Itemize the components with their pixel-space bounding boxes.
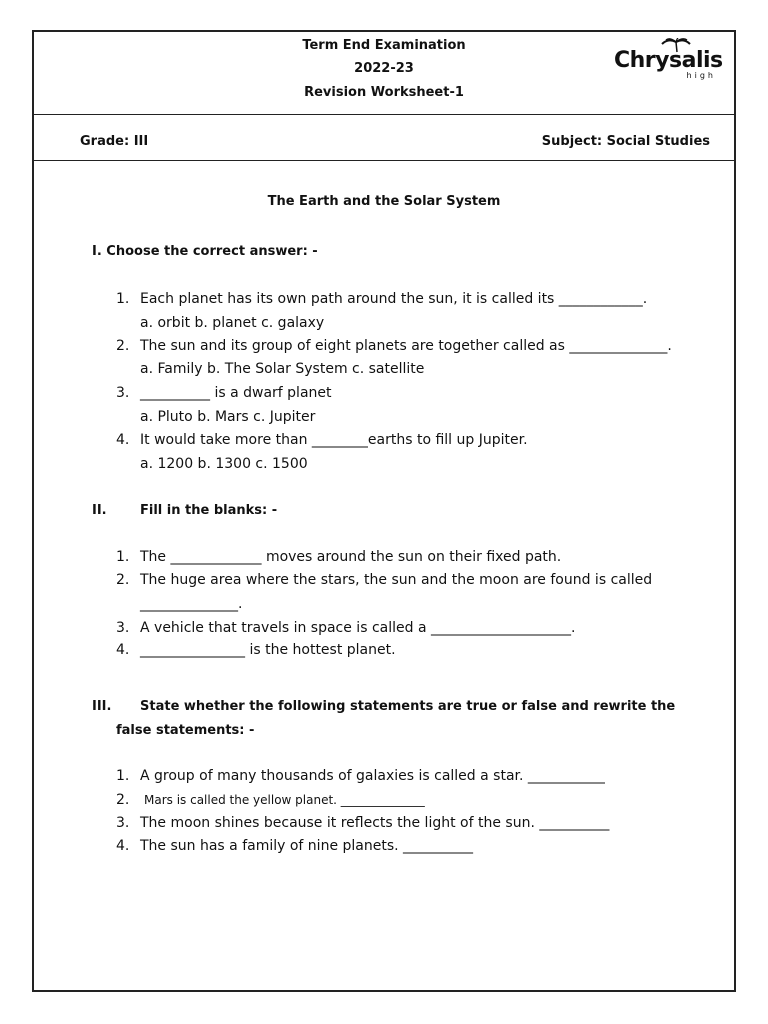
question-text: The moon shines because it reflects the light of the sun. __________	[140, 815, 610, 831]
question-text: Mars is called the yellow planet. ______________	[144, 793, 425, 807]
chapter-title: The Earth and the Solar System	[267, 194, 501, 209]
question-number: 1.	[116, 768, 130, 784]
question-number: 4.	[116, 642, 130, 658]
question-text: A vehicle that travels in space is called a ____________________.	[140, 620, 576, 636]
question-text: It would take more than ________earths to fill up Jupiter.	[140, 432, 528, 448]
exam-title: Term End Examination	[302, 38, 466, 53]
question-number: 2.	[116, 338, 130, 354]
section-3-heading-continued: false statements: -	[116, 723, 255, 738]
question-text: The sun and its group of eight planets are together called as ______________.	[140, 338, 672, 354]
question-options: a. 1200 b. 1300 c. 1500	[140, 456, 308, 472]
grade-label: Grade: III	[80, 134, 149, 149]
question-number: 4.	[116, 432, 130, 448]
question-number: 3.	[116, 815, 130, 831]
question-options: a. Family b. The Solar System c. satellite	[140, 361, 425, 377]
question-text: The sun has a family of nine planets. __________	[140, 838, 474, 854]
worksheet-title: Revision Worksheet-1	[304, 85, 464, 100]
question-text: The huge area where the stars, the sun and the moon are found is called	[140, 572, 653, 588]
divider	[34, 114, 734, 115]
question-number: 3.	[116, 620, 130, 636]
question-text: _______________ is the hottest planet.	[140, 642, 396, 658]
school-logo	[614, 38, 724, 84]
question-options: a. orbit b. planet c. galaxy	[140, 315, 325, 331]
question-number: 1.	[116, 291, 130, 307]
divider	[34, 160, 734, 161]
section-2-heading: Fill in the blanks: -	[140, 503, 278, 518]
section-3-heading: State whether the following statements are true or false and rewrite the	[140, 699, 676, 714]
question-text: The _____________ moves around the sun on their fixed path.	[140, 549, 562, 565]
subject-label: Subject: Social Studies	[541, 134, 710, 149]
question-options: a. Pluto b. Mars c. Jupiter	[140, 409, 316, 425]
question-text: A group of many thousands of galaxies is called a star. ___________	[140, 768, 605, 784]
section-2-number: II.	[92, 503, 107, 518]
question-number: 3.	[116, 385, 130, 401]
section-1-heading: I. Choose the correct answer: -	[92, 244, 318, 259]
logo-subtext: high	[686, 71, 716, 80]
section-3-number: III.	[92, 699, 112, 714]
question-number: 2.	[116, 572, 130, 588]
worksheet-frame	[32, 30, 736, 992]
question-text: Each planet has its own path around the sun, it is called its ____________.	[140, 291, 648, 307]
logo-text: Chrysalis	[614, 48, 723, 73]
question-text-continued: ______________.	[140, 596, 243, 612]
question-number: 2.	[116, 792, 130, 808]
question-text: __________ is a dwarf planet	[140, 385, 332, 401]
question-number: 4.	[116, 838, 130, 854]
question-number: 1.	[116, 549, 130, 565]
exam-year: 2022-23	[354, 61, 414, 76]
